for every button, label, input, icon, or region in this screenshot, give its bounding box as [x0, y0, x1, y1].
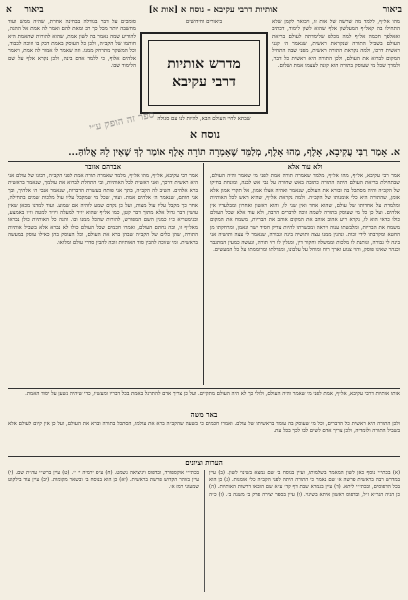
section-heading-beer-moshe: באר משה	[190, 410, 218, 419]
header-right-label: ביאור	[382, 4, 402, 15]
commentary-top-right: מהו אל״ף, ללמד מה שרשה של אות זו, ויבואר לקמן שלא התחילו בה קאל״ף המעלשון אלף שהוא לשון לימוד, דכתיב ואאלפך חכמה אל״ף למה מכלפ שלימדתה לעולם בריאת העולם בשביל התורה שנקראת ראשית, שנאמר ה׳ קנני ראשית דרכו, ולמה נקראת התורה ראשית, מפני שבה התחיל המקום לברוא את העולם, ולכן התורה היא ראשית כל דבר, ולמדך שכל מי שעוסק בתורה הוא קונה לעצמו אמת ושלום.	[272, 19, 400, 70]
beer-moshe-text: ולכן התורה היא ראשית כל הדברים, וכל מי שעוסק בה עומד בראשיתו של עולם. ואמרו חכמים כי בשעה שהקב״ה ברא את עולמו, הסתכל בתורה וברא את העולם, ועל כן אין קיום לעולם אלא בשביל התורה ולומדיה, ולכן צריך אדם לשים לבו לכך בכל עת.	[8, 421, 400, 435]
title-line-2: דרבי עקיבא	[172, 74, 236, 90]
header-left-group	[6, 4, 44, 15]
column-head-left: אברהם אזובר	[84, 163, 122, 171]
library-stamp: ספר זה הופק ע״י	[88, 109, 156, 134]
commentary-column-left: אמר רבי עקיבא, אל״ף, מהו אל״ף, מלמד שאמרה תורה אמת לפני הקב״ה, רבונו של עולם אני היא ראשית דרכך, ואני ראשית לכל האותיות, ובי התחלת לברוא את עולמך, שנאמר בראשית ברא אלהים. השיב לה הקב״ה, בתך אני פותח בעשרת הדברות, שנאמר אנכי ה׳ אלהיך, ובך אני חותם, שנאמר ה׳ אלהים אמת. ועוד, שכל מי שמקבל עליו עול מלכות שמים בתחילה, אחר כך מקבל עליו עול מצות, ועל כן נקדם שמע לוהיה אם שמוע. ועוד למדנו מכאן שאין עושין דבר גדול אלא מתוך דבר קטן, כמו אל״ף שהוא יו״ד למעלה ויו״ד למטה וו״ו באמצע, ובגימטריא כ״ו כמנין השם המפורש, להורות שהכל ממנו ובו. והנה כל האותיות כולן נבראו מאל״ף זו, ובה נחתם העולם, ואמרו חכמים שכל העולם כולו לא נברא אלא בשביל אותיות התורה, שהן כלים של הקב״ה שבהן ברא את העולם, וכל העוסק בהן כאילו עוסק במעשה בראשית. ומי שזוכה להבין סוד האותיות זוכה להבין סדרי עולם ומלואו.	[8, 173, 198, 246]
commentary-column-right: אמר רבי עקיבא, אל״ף, מהו אל״ף, מלמד שאמרה תורה אמת לפני מי שאמר והיה העולם, שבתחילת בריאת העולם היתה התורה כתובה באש שחורה על גבי אש לבנה, ומונחת בחיקו של הקב״ה והיה מסתכל בה ובורא את העולם, שנאמר ואהיה אצלו אמון, אל תקרי אמון אלא אומן, שהתורה היא כלי אומנותו של הקב״ה. ולמה נקראת אל״ף, שהיא ראש לכל האותיות ומלמדת על אחדותו של עולם, שהוא אחד ואין שני לו, והוא ראשון ואחרון ומבלעדיו אין אלהים. ועל כן כל מי שעוסק בתורה לשמה זוכה לדברים הרבה, ולא עוד אלא שכל העולם כולו כדאי הוא לו, נקרא ריע אהוב אוהב את המקום אוהב את הבריות, משמח את המקום משמח את הבריות, ומלבשתו ענוה ויראה ומכשרתו להיות צדיק חסיד ישר ונאמן, ומרחקתו מן החטא ומקרבתו לידי זכות. ונהנין ממנו עצה ותושיה בינה וגבורה, שנאמר לי עצה ותושיה אני בינה לי גבורה, ונותנת לו מלכות וממשלה וחקור דין, ומגלין לו רזי תורה, ונעשה כמעין המתגבר וכנהר שאינו פוסק, והוי צנוע וארך רוח ומוחל על עלבונו, ומגדלתו ומרוממתו על כל המעשים.	[210, 173, 400, 254]
header-left-label: ביאור	[24, 4, 44, 15]
commentary-top-left: סומכים על דבר בגודלה בבחינה אחרת, שהיה ממש ועוד מחשבה יותר מכל כך רב ומאת להם ואמר לה אמת אל ההגה, להודיע שמה נאמר בה לשון אמת, שהוא להורות שהאמת היא חותמו של הקב״ה, ולכן כל העוסק באמת דבק בו וזוכה לכבוד, וכל המשקר מתרחק ממנו. וזה שאמר לו אמור לה אמת, ויאמר אלהים אלוף, כי ללמד אדם בינה, ולכן נקרא אלף על שם הלימוד שבו.	[8, 19, 136, 70]
nusach-label: נוסח א	[189, 128, 221, 141]
running-header	[6, 2, 402, 16]
box-bottom-text: שבתא לחיי העולם הבא, להיות לנו עם סגולה	[157, 116, 251, 122]
column-head-right: ולא עוד אלא	[287, 163, 323, 171]
header-title: אותיות דרבי עקיבא - נוסח א [אות א]	[148, 4, 278, 15]
title-line-1: מדרש אותיות	[167, 56, 241, 72]
title-inner-frame	[148, 40, 260, 106]
footnotes: (א) בכתי״י נוסף כאן לשון המאמר בשלמותו, ועיין בנוסח ב׳ שם נמצא בשינוי לשון. (ב) עיין במדרש רבה בראשית פרשה א׳ שם נאמר כי התורה היתה לפני הקב״ה כלי אומנות. (ג) כן הוא בכל הדפוסים, ובכתי״י ליתא. (ד) עיין בגמרא שבת דף קד׳ ע״א שם הובאו דרשות האותיות. (ה) כן הגיה הגר״א ז״ל, ובדפוס ראשון איתא בשינוי. (ו) עיין בספר יצירה פרק ב׳ משנה ב׳. (ז) כ״ה בכתי״י אוקספורד, ובדפוס ויניציאה נשמט. (ח) ע״פ ירמיה י׳ י׳. (ט) עיין ברש״י עה״ת שם. (י) עיין בזוהר הקדוש פרשת בראשית. (יא) כן הוא בנוסח ב׳ ובשאר מקומות. (יב) עיין עוד בילקוט שמעוני רמז א׳.	[8, 470, 400, 498]
page-letter: א	[6, 4, 12, 15]
title-box	[140, 32, 268, 114]
box-top-text: ביאורים וחידושים	[185, 19, 223, 25]
section-heading-notes: הערות וציונים	[8, 456, 400, 468]
bottom-commentary: אותו אותיות דרבי עקיבא, אל״ף, אמת לפני מי שאמר והיה העולם, ולולי כך לא היה העולם מתקיים. ועל כן צריך אדם להתרגל באמת בכל דבריו ומעשיו, כדי שיהיה נשען על יסוד האמת.	[8, 388, 400, 411]
column-divider	[203, 163, 204, 385]
main-text-line: א. אָמַר רַבִּי עֲקִיבָא, אָלֶף, מַהוּ אָלֶף, מְלַמֵּד שֶׁאָמְרָה תוֹרָה אָלֶף אוֹמַר לְךָ שֶׁאֵין לָהּ אֱלוֹהַּ...	[8, 147, 400, 162]
